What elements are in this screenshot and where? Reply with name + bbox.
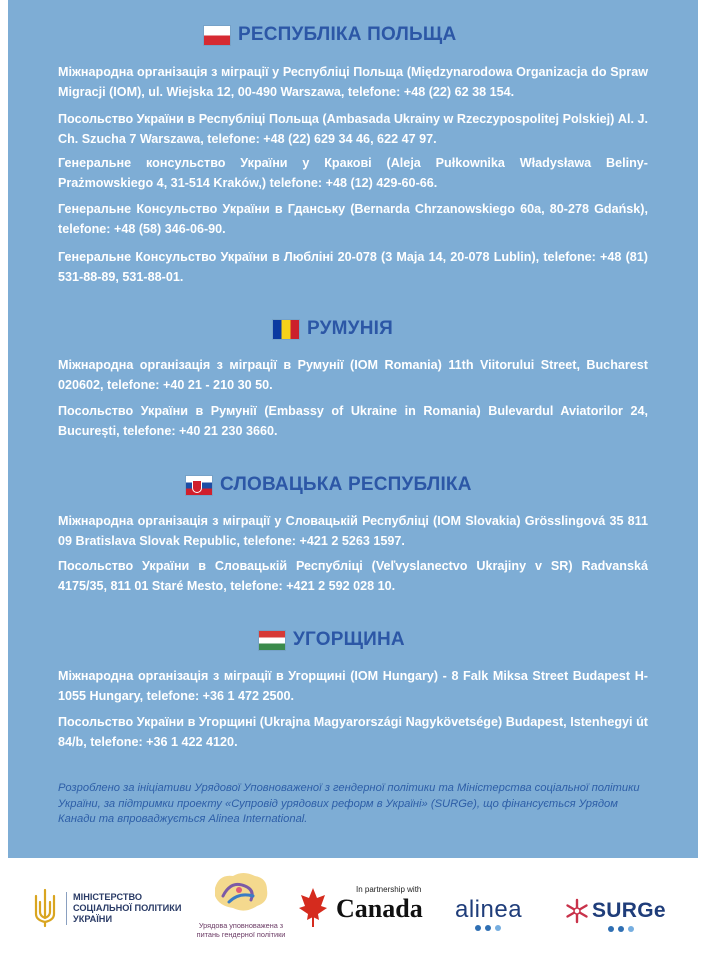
poland-paragraph-5: Генеральне Консульство України в Любліні 20-078 (3 Maja 14, 20-078 Lublin), telefone: +48 (81) 531-88-89, 531-88-01. bbox=[58, 250, 648, 284]
surge-dot bbox=[628, 926, 634, 932]
poland-paragraph-1: Міжнародна організація з міграції у Республіці Польща (Międzynarodowa Organizacja do Spraw Migracji (IOM), ul. Wiejska 12, 00-490 Warszawa, telefone: +48 (22) 62 38 154. bbox=[58, 65, 648, 99]
section-title-hungary-text: УГОРЩИНА bbox=[293, 629, 405, 650]
surge-dot bbox=[618, 926, 624, 932]
romania-paragraph-2: Посольство України в Румунії (Embassy of Ukraine in Romania) Bulevardul Aviatorilor 24, București, telefone: +40 21 230 3660. bbox=[58, 404, 648, 438]
snowflake-icon bbox=[564, 898, 590, 924]
commissioner-logo bbox=[186, 866, 296, 939]
slovakia-paragraph-1: Міжнародна організація з міграції у Словацькій Республіці (IOM Slovakia) Grösslingová 35 811 09 Bratislava Slovak Republic, telefone: +421 2 5263 1597. bbox=[58, 514, 648, 548]
section-title-poland bbox=[204, 24, 456, 46]
section-title-romania-text: РУМУНІЯ bbox=[307, 318, 393, 339]
surge-dots bbox=[608, 926, 634, 932]
alinea-wordmark: alinea bbox=[455, 896, 523, 923]
surge-dot bbox=[608, 926, 614, 932]
poland-paragraph-4: Генеральне Консульство України в Гданську (Bernarda Chrzanowskiego 60a, 80-278 Gdańsk), telefone: +48 (58) 346-06-90. bbox=[58, 202, 648, 236]
alinea-dot bbox=[475, 925, 481, 931]
romania-paragraph-1: Міжнародна організація з міграції в Румунії (IOM Romania) 11th Viitorului Street, Bucharest 020602, telefone: +40 21 - 210 30 50. bbox=[58, 358, 648, 392]
partner-logos bbox=[0, 858, 706, 960]
ministry-logo bbox=[32, 888, 181, 928]
footnote: Розроблено за ініціативи Урядової Уповноваженої з гендерної політики та Міністерства соціальної політики України, за підтримки проекту «Супровід урядових реформ в Україні» (SURGe), що фінансується Урядом Канади та впроваджується Alinea International. bbox=[58, 782, 640, 825]
poland-paragraph-2: Посольство України в Республіці Польща (Ambasada Ukrainy w Rzeczypospolitej Polskiej) Al. J. Ch. Szucha 7 Warszawa, telefone: +48 (22) 629 34 46, 622 47 97. bbox=[58, 112, 648, 146]
partnership-text: In partnership with bbox=[356, 885, 422, 894]
alinea-dot bbox=[485, 925, 491, 931]
ukraine-map-emblem-icon bbox=[209, 866, 273, 918]
romania-flag-icon bbox=[273, 320, 299, 339]
section-title-slovakia bbox=[186, 474, 472, 496]
section-title-poland-text: РЕСПУБЛІКА ПОЛЬЩА bbox=[238, 24, 457, 45]
poland-flag-icon bbox=[204, 26, 230, 45]
surge-logo bbox=[564, 898, 684, 924]
alinea-dot bbox=[495, 925, 501, 931]
slovakia-flag-icon bbox=[186, 476, 212, 495]
hungary-flag-icon bbox=[259, 631, 285, 650]
canada-logo bbox=[296, 882, 446, 942]
alinea-dots bbox=[455, 925, 555, 931]
hungary-paragraph-2: Посольство України в Угорщині (Ukrajna Magyarországi Nagykövetsége) Budapest, Istenhegyi út 84/b, telefone: +36 1 422 4120. bbox=[58, 715, 648, 749]
poland-paragraph-3: Генеральне консульство України у Кракові (Aleja Pułkownika Władysława Beliny-Prażmowskiego 4, 31-514 Kraków,) telefone: +48 (12) 429-60-66. bbox=[58, 156, 648, 190]
surge-wordmark: SURGe bbox=[592, 899, 666, 922]
slovakia-paragraph-2: Посольство України в Словацькій Республіці (Veľvyslanectvo Ukrajiny v SR) Radvanská 4175/35, 811 01 Staré Mesto, telefone: +421 2 592 028 10. bbox=[58, 559, 648, 593]
trident-icon bbox=[32, 888, 58, 928]
section-title-slovakia-text: СЛОВАЦЬКА РЕСПУБЛІКА bbox=[220, 474, 472, 495]
ministry-logo-text: МІНІСТЕРСТВО СОЦІАЛЬНОЇ ПОЛІТИКИ УКРАЇНИ bbox=[66, 892, 181, 925]
hungary-paragraph-1: Міжнародна організація з міграції в Угорщині (IOM Hungary) - 8 Falk Miksa Street Budapest H-1055 Hungary, telefone: +36 1 472 2500. bbox=[58, 669, 648, 703]
section-title-hungary bbox=[259, 629, 405, 651]
canada-wordmark: Canada bbox=[336, 894, 423, 923]
section-title-romania bbox=[273, 318, 393, 340]
alinea-logo bbox=[455, 896, 555, 931]
commissioner-logo-text: Урядова уповноважена з питань гендерної політики bbox=[196, 921, 286, 939]
maple-leaf-icon bbox=[298, 886, 328, 930]
